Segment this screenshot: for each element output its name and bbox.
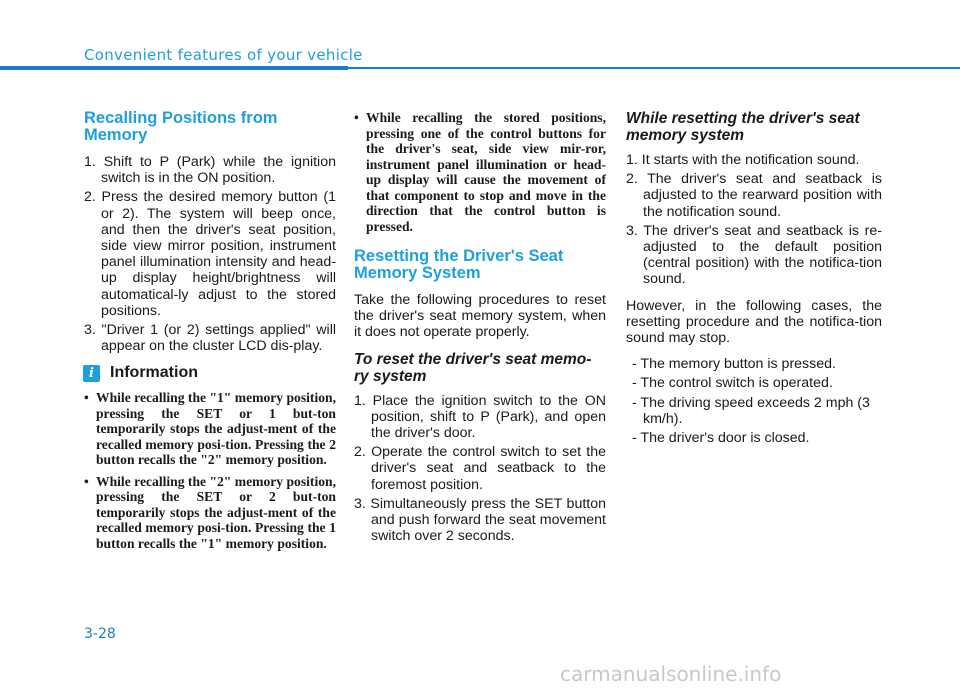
while-resetting-steps-list [626, 152, 882, 288]
column-2 [354, 110, 606, 554]
stop-cases-list [626, 356, 882, 446]
information-title: Information [110, 364, 198, 382]
resetting-intro: Take the following procedures to reset the driver's seat memory system, when it does not operate properly. [354, 292, 606, 341]
watermark: carmanualsonline.info [560, 662, 782, 686]
page-number: 3-28 [84, 626, 116, 642]
stop-cases-note: However, in the following cases, the resetting procedure and the notifica-tion sound may stop. [626, 297, 882, 347]
recall-continued-list [354, 110, 606, 234]
recall-steps-list [84, 154, 336, 354]
while-step-2: 2. The driver's seat and seatback is adjusted to the rearward position with the notification sound. [626, 171, 882, 220]
section-header-title: Convenient features of your vehicle [84, 46, 363, 64]
header-rule [348, 67, 960, 69]
header-accent-bar [0, 66, 348, 70]
recall-step-1: 1. Shift to P (Park) while the ignition switch is in the ON position. [84, 154, 336, 187]
reset-step-2: 2. Operate the control switch to set the driver's seat and seatback to the foremost position. [354, 444, 606, 493]
information-list [84, 390, 336, 551]
column-1 [84, 110, 336, 557]
recall-continued-item: • While recalling the stored positions, pressing one of the control buttons for the driver's seat, side view mir-ror, instrument panel illumination or head-up display will cause the movement of that component to stop and move in the direction that the control button is pressed. [354, 110, 606, 234]
reset-step-1: 1. Place the ignition switch to the ON position, shift to P (Park), and open the driver's door. [354, 392, 606, 442]
information-icon: i [83, 365, 100, 382]
information-item-2: • While recalling the "2" memory position, pressing the SET or 2 but-ton temporarily stops the adjust-ment of the recalled memory posi-tion. Pressing the 1 button recalls the "1" memory position. [84, 473, 336, 551]
reset-steps-list [354, 393, 606, 545]
subheading-while-resetting: While resetting the driver's seat memory system [626, 110, 860, 144]
while-step-3: 3. The driver's seat and seatback is re-adjusted to the default position (central position) with the notifica-tion sound. [626, 222, 882, 288]
heading-resetting-memory: Resetting the Driver's Seat Memory System [354, 247, 564, 282]
stop-case-4: - The driver's door is closed. [632, 430, 810, 447]
stop-case-2: - The control switch is operated. [632, 375, 833, 392]
heading-recalling-positions: Recalling Positions from Memory [84, 109, 278, 144]
reset-step-3: 3. Simultaneously press the SET button and push forward the seat movement switch over 2 seconds. [354, 495, 606, 545]
while-step-1: 1. It starts with the notification sound. [626, 152, 860, 168]
information-item-1: • While recalling the "1" memory position, pressing the SET or 1 but-ton temporarily stops the adjust-ment of the recalled memory posi-tion. Pressing the 2 button recalls the "2" memory position. [84, 390, 336, 468]
recall-step-2: 2. Press the desired memory button (1 or 2). The system will beep once, and then the driver's seat position, side view mirror position, instrument panel illumination intensity and head-up display height/brightness will automatical-ly adjust to the stored positions. [84, 189, 336, 319]
information-header [84, 364, 336, 382]
column-3 [626, 110, 882, 449]
recall-step-3: 3. "Driver 1 (or 2) settings applied" will appear on the cluster LCD dis-play. [84, 322, 336, 355]
subheading-to-reset: To reset the driver's seat memo-ry system [354, 350, 592, 385]
stop-case-3: - The driving speed exceeds 2 mph (3 km/h). [632, 394, 870, 427]
stop-case-1: - The memory button is pressed. [632, 356, 836, 373]
